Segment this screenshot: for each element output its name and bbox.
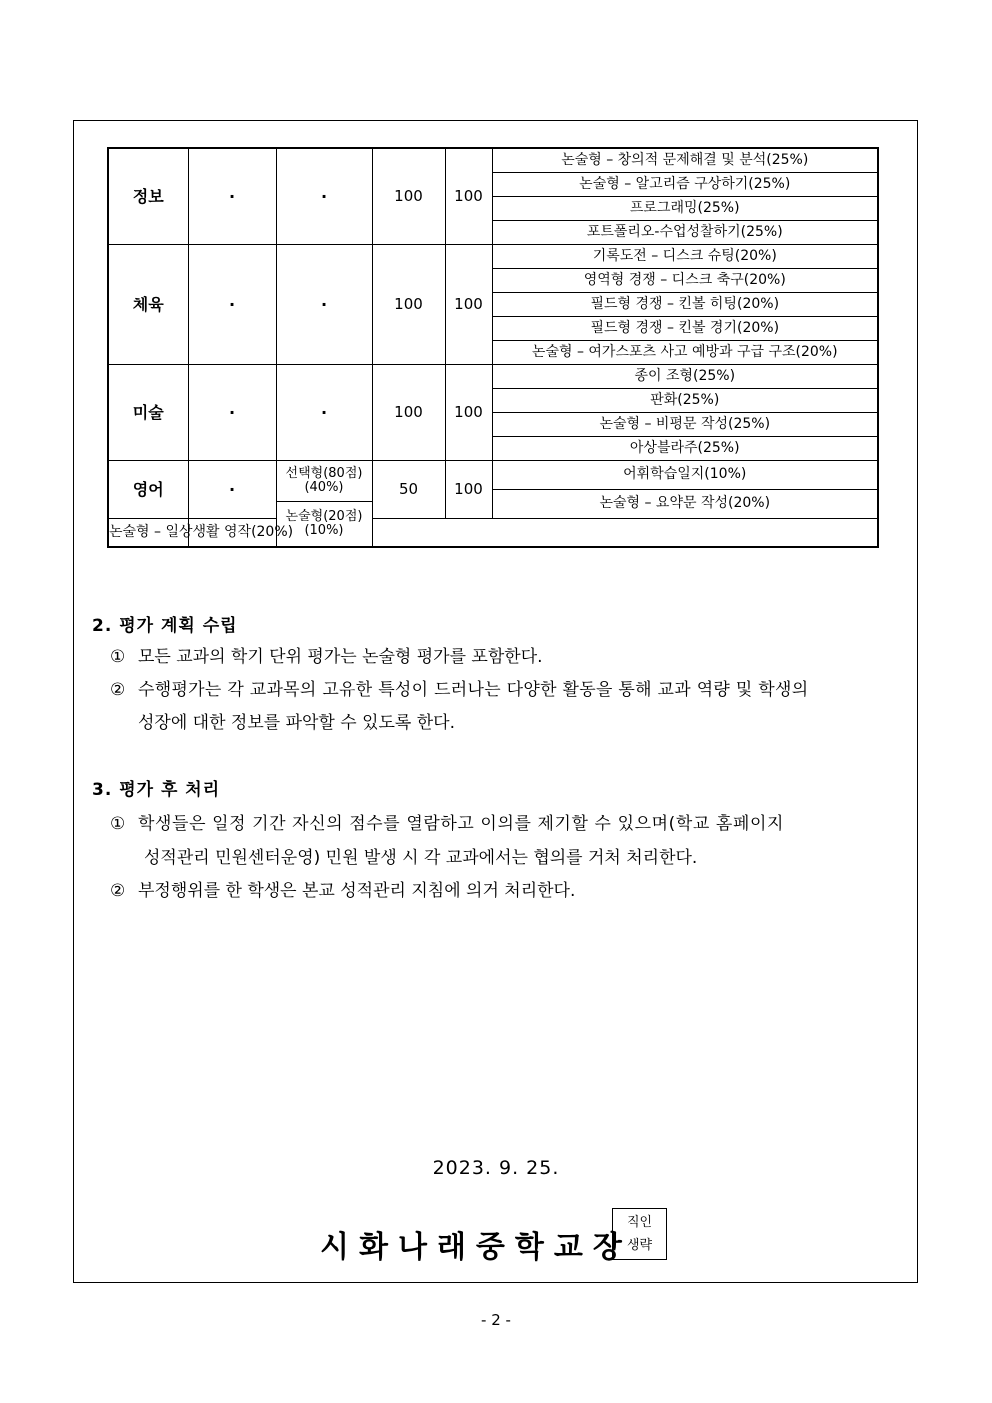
ratio-cell: 100 xyxy=(372,148,445,245)
dot-cell: · xyxy=(188,365,276,461)
subject-cell: 영어 xyxy=(108,461,188,519)
task-cell: 필드형 경쟁 – 킨볼 경기(20%) xyxy=(492,317,878,341)
section-2-item-2 xyxy=(110,675,808,700)
task-cell: 영역형 경쟁 – 디스크 축구(20%) xyxy=(492,269,878,293)
evaluation-table xyxy=(107,147,879,548)
selection-type-label: 선택형(80점) xyxy=(285,465,363,481)
seal-box xyxy=(612,1208,667,1260)
item-marker: ① xyxy=(110,647,126,667)
item-marker: ② xyxy=(110,680,126,700)
task-cell: 포트폴리오-수업성찰하기(25%) xyxy=(492,221,878,245)
item-text: 수행평가는 각 교과목의 고유한 특성이 드러나는 다양한 활동을 통해 교과 역량 및 학생의 xyxy=(138,680,809,700)
subject-cell: 정보 xyxy=(108,148,188,245)
total-cell: 100 xyxy=(445,461,492,519)
item-text: 모든 교과의 학기 단위 평가는 논술형 평가를 포함한다. xyxy=(138,647,543,667)
essay-type-ratio: (10%) xyxy=(304,523,344,538)
task-cell: 논술형 – 일상생활 영작(20%) xyxy=(108,519,188,548)
task-cell: 논술형 – 창의적 문제해결 및 분석(25%) xyxy=(492,148,878,173)
section-3-item-2 xyxy=(110,876,575,901)
selection-type-ratio: (40%) xyxy=(304,480,344,495)
selection-type-cell xyxy=(276,461,372,502)
task-cell: 논술형 – 여가스포츠 사고 예방과 구급 구조(20%) xyxy=(492,341,878,365)
table-row xyxy=(108,245,878,269)
table-row xyxy=(108,148,878,173)
essay-type-label: 논술형(20점) xyxy=(285,508,363,524)
total-cell: 100 xyxy=(445,365,492,461)
item-marker: ② xyxy=(110,881,126,901)
dot-cell: · xyxy=(188,148,276,245)
total-cell: 100 xyxy=(445,148,492,245)
item-marker: ① xyxy=(110,814,126,834)
dot-cell: · xyxy=(276,365,372,461)
task-cell: 기록도전 – 디스크 슈팅(20%) xyxy=(492,245,878,269)
document-date: 2023. 9. 25. xyxy=(432,1157,560,1179)
ratio-cell: 50 xyxy=(372,461,445,519)
task-cell: 논술형 – 비평문 작성(25%) xyxy=(492,413,878,437)
task-cell: 종이 조형(25%) xyxy=(492,365,878,389)
task-cell: 논술형 – 알고리즘 구상하기(25%) xyxy=(492,173,878,197)
section-2-item-2-continued: 성장에 대한 정보를 파악할 수 있도록 한다. xyxy=(138,713,456,733)
task-cell: 논술형 – 요약문 작성(20%) xyxy=(492,490,878,519)
signer-title: 시화나래중학교장 xyxy=(320,1230,632,1265)
page-number: - 2 - xyxy=(481,1311,511,1329)
seal-line-1: 직인 xyxy=(626,1215,653,1230)
task-cell: 어휘학습일지(10%) xyxy=(492,461,878,490)
ratio-cell: 100 xyxy=(372,245,445,365)
item-text: 학생들은 일정 기간 자신의 점수를 열람하고 이의를 제기할 수 있으며(학교 홈페이지 xyxy=(138,814,785,834)
subject-cell: 체육 xyxy=(108,245,188,365)
task-cell: 프로그래밍(25%) xyxy=(492,197,878,221)
subject-cell: 미술 xyxy=(108,365,188,461)
dot-cell: · xyxy=(276,148,372,245)
ratio-cell: 100 xyxy=(372,365,445,461)
dot-cell: · xyxy=(188,461,276,519)
dot-cell: · xyxy=(276,245,372,365)
section-3-title: 3. 평가 후 처리 xyxy=(92,780,221,800)
task-cell: 필드형 경쟁 – 킨볼 히팅(20%) xyxy=(492,293,878,317)
total-cell: 100 xyxy=(445,245,492,365)
table-row xyxy=(108,365,878,389)
section-3-item-1 xyxy=(110,809,784,834)
dot-cell: · xyxy=(188,245,276,365)
task-cell: 아상블라주(25%) xyxy=(492,437,878,461)
table-row xyxy=(108,461,878,490)
section-2-item-1 xyxy=(110,642,543,667)
item-text: 부정행위를 한 학생은 본교 성적관리 지침에 의거 처리한다. xyxy=(138,881,576,901)
seal-line-2: 생략 xyxy=(626,1238,653,1253)
section-3-item-1-continued: 성적관리 민원센터운영) 민원 발생 시 각 교과에서는 협의를 거처 처리한다. xyxy=(144,848,698,868)
section-2-title: 2. 평가 계획 수립 xyxy=(92,616,238,636)
task-cell: 판화(25%) xyxy=(492,389,878,413)
